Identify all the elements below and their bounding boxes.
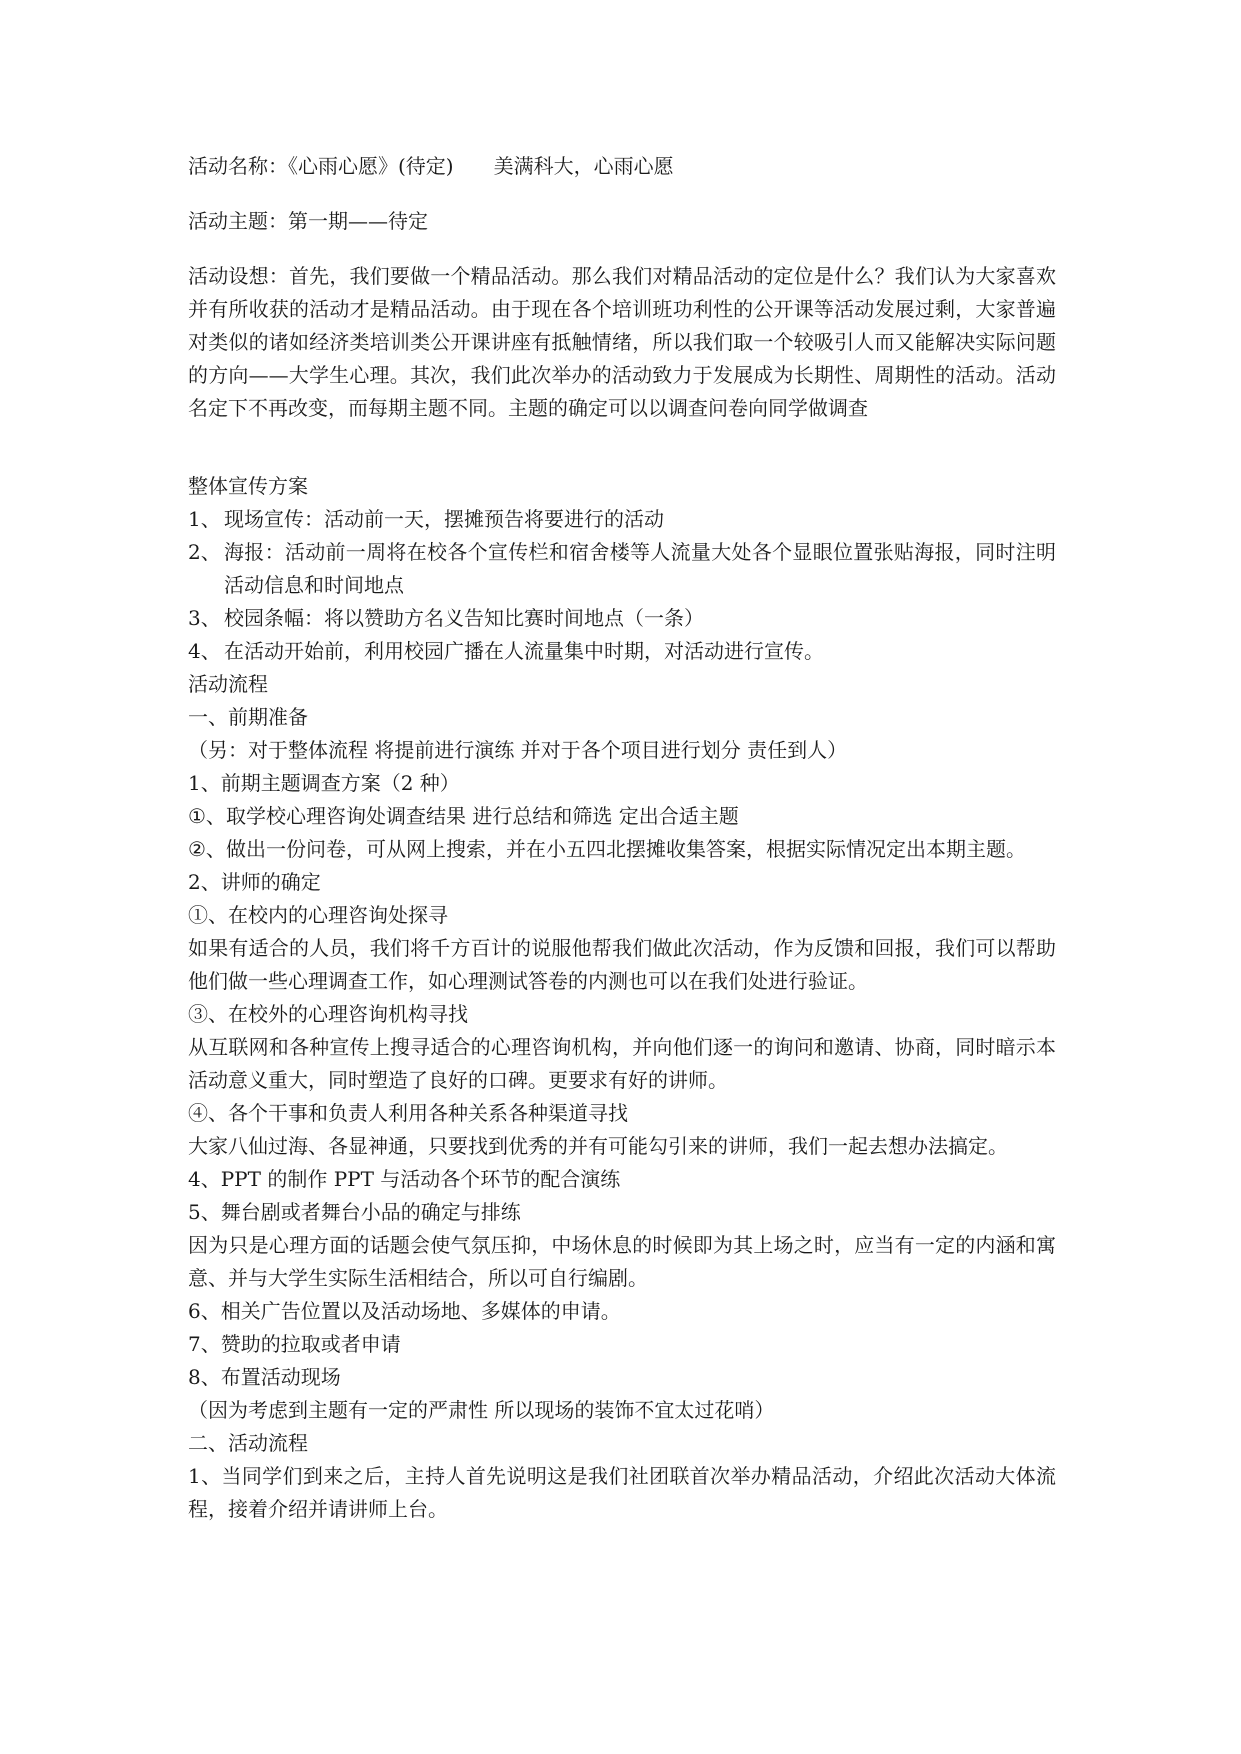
promo-item-number: 4、 [188, 639, 221, 663]
activity-idea-paragraph: 活动设想：首先，我们要做一个精品活动。那么我们对精品活动的定位是什么？我们认为大家喜欢并有所收获的活动才是精品活动。由于现在各个培训班功利性的公开课等活动发展过剩，大家普遍对类似的诸如经济类培训类公开课讲座有抵触情绪，所以我们取一个较吸引人而又能解决实际问题的方向——大学生心理。其次，我们此次举办的活动致力于发展成为长期性、周期性的活动。活动名定下不再改变，而每期主题不同。主题的确定可以以调查问卷向同学做调查 [188, 264, 1056, 420]
promo-heading: 整体宣传方案 [188, 474, 308, 498]
ads-item: 6、相关广告位置以及活动场地、多媒体的申请。 [188, 1299, 621, 1323]
activity-name-line [188, 150, 1056, 183]
lecturer-heading: 2、讲师的确定 [188, 870, 321, 894]
promo-item-2 [188, 536, 1056, 602]
survey-item-text: 取学校心理咨询处调查结果 进行总结和筛选 定出合适主题 [226, 804, 739, 828]
promo-item-1 [188, 503, 1056, 536]
lecturer-option-1-desc: 如果有适合的人员，我们将千方百计的说服他帮我们做此次活动，作为反馈和回报，我们可以帮助他们做一些心理调查工作，如心理测试答卷的内测也可以在我们处进行验证。 [188, 936, 1056, 993]
venue-note: （因为考虑到主题有一定的严肃性 所以现场的装饰不宜太过花哨） [188, 1398, 775, 1422]
venue-item: 8、布置活动现场 [188, 1365, 341, 1389]
document-page [188, 150, 1056, 1526]
promo-item-text: 现场宣传：活动前一天，摆摊预告将要进行的活动 [224, 507, 664, 531]
promo-item-number: 3、 [188, 606, 221, 630]
survey-item-number: ①、 [188, 804, 226, 828]
survey-item-text: 做出一份问卷，可从网上搜索，并在小五四北摆摊收集答案，根据实际情况定出本期主题。 [226, 837, 1026, 861]
survey-heading: 1、前期主题调查方案（2 种） [188, 771, 460, 795]
survey-item-2 [188, 833, 1056, 866]
activity-name-label: 活动名称：《心雨心愿》(待定) [188, 154, 454, 178]
lecturer-option-3-desc: 从互联网和各种宣传上搜寻适合的心理咨询机构，并向他们逐一的询问和邀请、协商，同时暗示本活动意义重大，同时塑造了良好的口碑。更要求有好的讲师。 [188, 1035, 1056, 1092]
prep-note: （另：对于整体流程 将提前进行演练 并对于各个项目进行划分 责任到人） [188, 738, 848, 762]
ppt-item: 4、PPT 的制作 PPT 与活动各个环节的配合演练 [188, 1167, 621, 1191]
promo-item-3 [188, 602, 1056, 635]
promo-item-text: 在活动开始前，利用校园广播在人流量集中时期，对活动进行宣传。 [224, 639, 824, 663]
survey-item-number: ②、 [188, 837, 226, 861]
promo-item-text: 校园条幅：将以赞助方名义告知比赛时间地点（一条） [224, 606, 704, 630]
lecturer-option-3: ③、在校外的心理咨询机构寻找 [188, 1002, 468, 1026]
activity-theme-line: 活动主题：第一期——待定 [188, 209, 428, 233]
lecturer-option-1: ①、在校内的心理咨询处探寻 [188, 903, 448, 927]
promo-item-number: 2、 [188, 540, 221, 564]
flow-heading: 活动流程 [188, 672, 268, 696]
promo-item-text: 海报：活动前一周将在校各个宣传栏和宿舍楼等人流量大处各个显眼位置张贴海报，同时注明活动信息和时间地点 [224, 540, 1056, 597]
flow-step-1: 1、当同学们到来之后，主持人首先说明这是我们社团联首次举办精品活动，介绍此次活动大体流程，接着介绍并请讲师上台。 [188, 1464, 1056, 1521]
survey-item-1 [188, 800, 1056, 833]
flow-section-heading: 二、活动流程 [188, 1431, 308, 1455]
lecturer-option-4-desc: 大家八仙过海、各显神通，只要找到优秀的并有可能勾引来的讲师，我们一起去想办法搞定。 [188, 1134, 1008, 1158]
lecturer-option-4: ④、各个干事和负责人利用各种关系各种渠道寻找 [188, 1101, 628, 1125]
sponsor-item: 7、赞助的拉取或者申请 [188, 1332, 401, 1356]
activity-slogan: 美满科大，心雨心愿 [493, 154, 674, 178]
promo-item-4 [188, 635, 1056, 668]
promo-item-number: 1、 [188, 507, 221, 531]
drama-item: 5、舞台剧或者舞台小品的确定与排练 [188, 1200, 521, 1224]
drama-desc: 因为只是心理方面的话题会使气氛压抑，中场休息的时候即为其上场之时，应当有一定的内涵和寓意、并与大学生实际生活相结合，所以可自行编剧。 [188, 1233, 1056, 1290]
prep-heading: 一、前期准备 [188, 705, 308, 729]
